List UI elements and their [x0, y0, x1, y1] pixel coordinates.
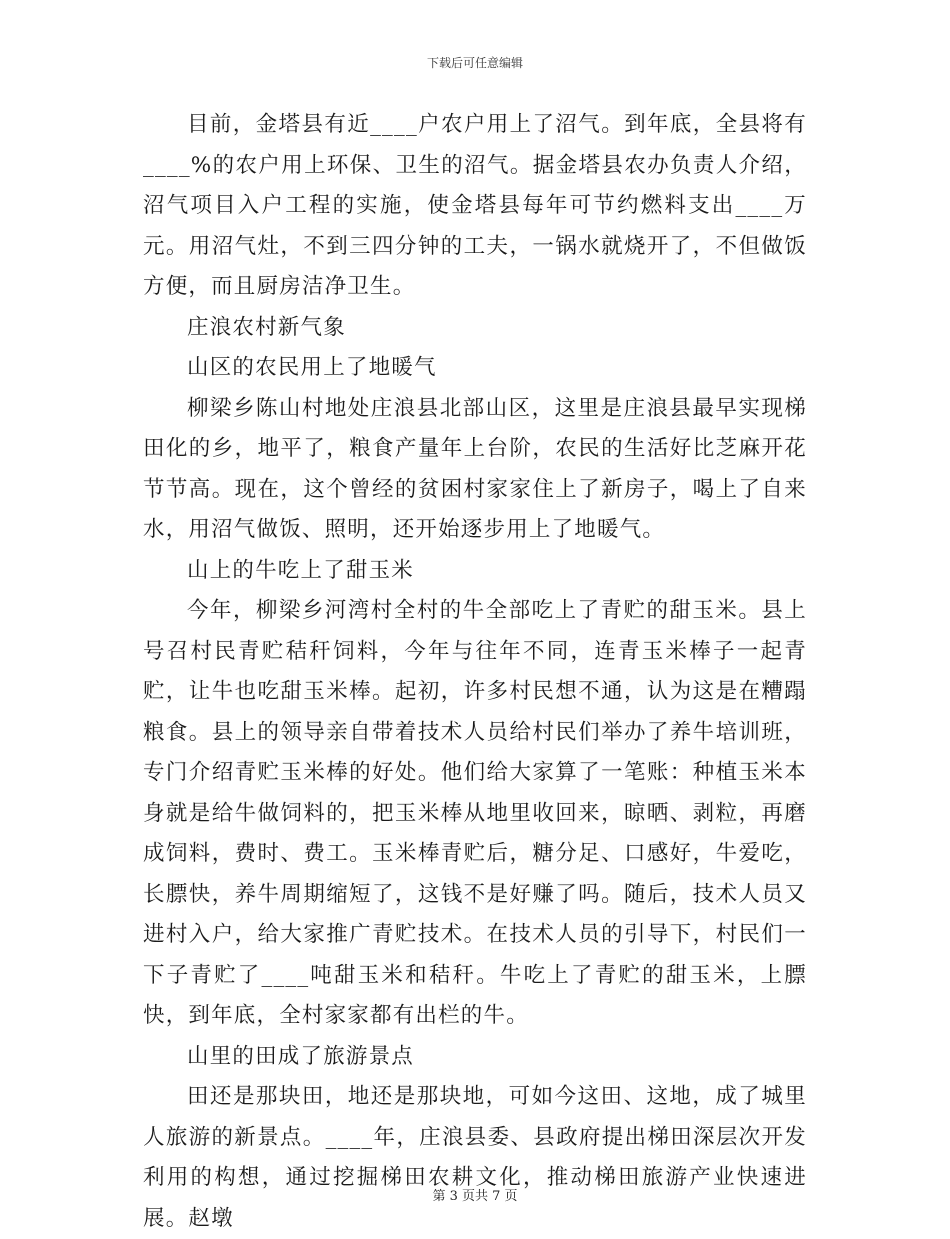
heading-sweet-corn: 山上的牛吃上了甜玉米	[187, 557, 415, 583]
heading-floor-heating: 山区的农民用上了地暖气	[187, 355, 437, 380]
page-header: 下载后可任意编辑	[426, 56, 523, 70]
paragraph-terraces: 田还是那块田，地还是那块地，可如今这田、这地，成了城里人旅游的新景点。____年，庄浪县委、县政府提出梯田深层次开发利用的构想，通过挖掘梯田农耕文化，推动梯田旅游产业快速进展。赵墩	[143, 1084, 807, 1231]
heading-zhuanglang: 庄浪农村新气象	[187, 314, 346, 340]
paragraph-chenshan-village: 柳梁乡陈山村地处庄浪县北部山区，这里是庄浪县最早实现梯田化的乡，地平了，粮食产量年上台阶，农民的生活好比芝麻开花节节高。现在，这个曾经的贫困村家家住上了新房子，喝上了自来水，用沼气做饭、照明，还开始逐步用上了地暖气。	[143, 395, 807, 542]
paragraph-silage: 今年，柳梁乡河湾村全村的牛全部吃上了青贮的甜玉米。县上号召村民青贮秸秆饲料，今年与往年不同，连青玉米棒子一起青贮，让牛也吃甜玉米棒。起初，许多村民想不通，认为这是在糟蹋粮食。县上的领导亲自带着技术人员给村民们举办了养牛培训班，专门介绍青贮玉米棒的好处。他们给大家算了一笔账：种植玉米本身就是给牛做饲料的，把玉米棒从地里收回来，晾晒、剥粒，再磨成饲料，费时、费工。玉米棒青贮后，糖分足、口感好，牛爱吃，长膘快，养牛周期缩短了，这钱不是好赚了吗。随后，技术人员又进村入户，给大家推广青贮技术。在技术人员的引导下，村民们一下子青贮了____吨甜玉米和秸秆。牛吃上了青贮的甜玉米，上膘快，到年底，全村家家都有出栏的牛。	[143, 598, 807, 1028]
document-body	[143, 105, 807, 1239]
paragraph-biogas: 目前，金塔县有近____户农户用上了沼气。到年底，全县将有____%的农户用上环保、卫生的沼气。据金塔县农办负责人介绍，沼气项目入户工程的实施，使金塔县每年可节约燃料支出____万元。用沼气灶，不到三四分钟的工夫，一锅水就烧开了，不但做饭方便，而且厨房洁净卫生。	[143, 112, 807, 299]
page-footer: 第 3 页共 7 页	[432, 1189, 518, 1204]
heading-tourism: 山里的田成了旅游景点	[187, 1043, 415, 1069]
